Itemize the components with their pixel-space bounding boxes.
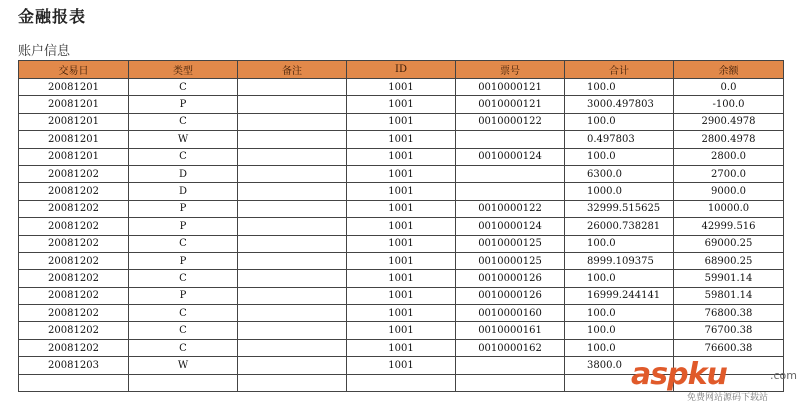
cell-id: 1001 xyxy=(347,165,456,182)
cell-id: 1001 xyxy=(347,252,456,269)
watermark-domain: .com xyxy=(770,369,797,382)
cell-note xyxy=(238,305,347,322)
cell-type: W xyxy=(129,131,238,148)
cell-note xyxy=(238,374,347,391)
col-header-type: 类型 xyxy=(129,61,238,79)
cell-date: 20081202 xyxy=(19,339,129,356)
cell-balance: 42999.516 xyxy=(674,218,784,235)
col-header-id: ID xyxy=(347,61,456,79)
site-watermark xyxy=(631,357,801,403)
cell-note xyxy=(238,339,347,356)
cell-note xyxy=(238,357,347,374)
table-row xyxy=(19,165,784,182)
cell-id: 1001 xyxy=(347,113,456,130)
col-header-ticket: 票号 xyxy=(456,61,565,79)
cell-id: 1001 xyxy=(347,322,456,339)
table-row xyxy=(19,305,784,322)
cell-type: C xyxy=(129,270,238,287)
cell-ticket xyxy=(456,357,565,374)
cell-id: 1001 xyxy=(347,131,456,148)
cell-id: 1001 xyxy=(347,148,456,165)
cell-note xyxy=(238,287,347,304)
cell-ticket: 0010000162 xyxy=(456,339,565,356)
cell-date: 20081201 xyxy=(19,79,129,96)
cell-ticket: 0010000125 xyxy=(456,235,565,252)
cell-note xyxy=(238,200,347,217)
cell-note xyxy=(238,183,347,200)
cell-date: 20081202 xyxy=(19,218,129,235)
col-header-total: 合计 xyxy=(565,61,674,79)
col-header-balance: 余额 xyxy=(674,61,784,79)
cell-type: D xyxy=(129,183,238,200)
cell-total: 16999.244141 xyxy=(565,287,674,304)
cell-balance: 2900.4978 xyxy=(674,113,784,130)
cell-date: 20081202 xyxy=(19,305,129,322)
cell-total: 3000.497803 xyxy=(565,96,674,113)
cell-id: 1001 xyxy=(347,270,456,287)
cell-id: 1001 xyxy=(347,183,456,200)
cell-ticket xyxy=(456,374,565,391)
table-row xyxy=(19,200,784,217)
cell-type: D xyxy=(129,165,238,182)
cell-type: P xyxy=(129,218,238,235)
cell-type: P xyxy=(129,252,238,269)
cell-total: 100.0 xyxy=(565,270,674,287)
cell-ticket: 0010000126 xyxy=(456,270,565,287)
cell-date: 20081201 xyxy=(19,96,129,113)
cell-date: 20081201 xyxy=(19,148,129,165)
cell-date: 20081202 xyxy=(19,287,129,304)
table-row xyxy=(19,339,784,356)
cell-date xyxy=(19,374,129,391)
cell-balance: 2700.0 xyxy=(674,165,784,182)
table-row xyxy=(19,79,784,96)
cell-type: P xyxy=(129,287,238,304)
ledger-body xyxy=(19,79,784,392)
cell-total: 100.0 xyxy=(565,339,674,356)
cell-type: C xyxy=(129,339,238,356)
col-header-note: 备注 xyxy=(238,61,347,79)
cell-date: 20081202 xyxy=(19,165,129,182)
cell-id: 1001 xyxy=(347,287,456,304)
cell-date: 20081202 xyxy=(19,183,129,200)
cell-type: C xyxy=(129,235,238,252)
cell-ticket: 0010000122 xyxy=(456,113,565,130)
cell-total: 26000.738281 xyxy=(565,218,674,235)
col-header-date: 交易日 xyxy=(19,61,129,79)
cell-note xyxy=(238,131,347,148)
cell-note xyxy=(238,113,347,130)
cell-ticket: 0010000160 xyxy=(456,305,565,322)
cell-ticket xyxy=(456,165,565,182)
table-row xyxy=(19,252,784,269)
cell-balance: 76700.38 xyxy=(674,322,784,339)
cell-date: 20081201 xyxy=(19,131,129,148)
cell-note xyxy=(238,322,347,339)
cell-balance: 69000.25 xyxy=(674,235,784,252)
cell-total: 100.0 xyxy=(565,148,674,165)
cell-balance: 2800.0 xyxy=(674,148,784,165)
table-row xyxy=(19,148,784,165)
cell-date: 20081202 xyxy=(19,270,129,287)
cell-ticket: 0010000121 xyxy=(456,96,565,113)
cell-balance: 76600.38 xyxy=(674,339,784,356)
cell-note xyxy=(238,96,347,113)
cell-total: 100.0 xyxy=(565,79,674,96)
cell-id: 1001 xyxy=(347,305,456,322)
table-row xyxy=(19,183,784,200)
cell-id: 1001 xyxy=(347,339,456,356)
header-row xyxy=(19,61,784,79)
cell-type: C xyxy=(129,113,238,130)
cell-date: 20081203 xyxy=(19,357,129,374)
cell-type: W xyxy=(129,357,238,374)
cell-type: C xyxy=(129,305,238,322)
cell-ticket: 0010000124 xyxy=(456,218,565,235)
cell-total: 6300.0 xyxy=(565,165,674,182)
table-row xyxy=(19,235,784,252)
cell-type xyxy=(129,374,238,391)
cell-balance: -100.0 xyxy=(674,96,784,113)
report-title: 金融报表 xyxy=(18,7,87,26)
watermark-tagline: 免费网站源码下载站 xyxy=(687,393,769,403)
cell-type: C xyxy=(129,79,238,96)
cell-total: 100.0 xyxy=(565,305,674,322)
table-row xyxy=(19,270,784,287)
cell-date: 20081202 xyxy=(19,252,129,269)
table-row xyxy=(19,287,784,304)
cell-ticket xyxy=(456,183,565,200)
cell-note xyxy=(238,235,347,252)
cell-note xyxy=(238,165,347,182)
table-row xyxy=(19,96,784,113)
cell-total: 8999.109375 xyxy=(565,252,674,269)
cell-ticket: 0010000126 xyxy=(456,287,565,304)
cell-date: 20081202 xyxy=(19,235,129,252)
cell-id: 1001 xyxy=(347,235,456,252)
cell-id: 1001 xyxy=(347,96,456,113)
cell-balance: 68900.25 xyxy=(674,252,784,269)
cell-id: 1001 xyxy=(347,200,456,217)
cell-total: 100.0 xyxy=(565,322,674,339)
cell-id: 1001 xyxy=(347,357,456,374)
cell-total: 3800.0 xyxy=(565,357,674,374)
cell-id: 1001 xyxy=(347,79,456,96)
cell-balance: 2800.4978 xyxy=(674,131,784,148)
cell-balance: 76800.38 xyxy=(674,305,784,322)
ledger-table xyxy=(18,60,784,392)
cell-note xyxy=(238,148,347,165)
section-subtitle: 账户信息 xyxy=(18,44,71,59)
cell-ticket: 0010000125 xyxy=(456,252,565,269)
table-row xyxy=(19,113,784,130)
cell-note xyxy=(238,79,347,96)
cell-note xyxy=(238,270,347,287)
cell-balance: 0.0 xyxy=(674,79,784,96)
cell-date: 20081202 xyxy=(19,322,129,339)
cell-note xyxy=(238,252,347,269)
watermark-brand: aspku xyxy=(631,357,727,392)
cell-balance: 59801.14 xyxy=(674,287,784,304)
table-row xyxy=(19,131,784,148)
cell-total: 100.0 xyxy=(565,113,674,130)
cell-ticket: 0010000122 xyxy=(456,200,565,217)
table-row xyxy=(19,218,784,235)
cell-total: 100.0 xyxy=(565,235,674,252)
cell-type: P xyxy=(129,200,238,217)
cell-total: 32999.515625 xyxy=(565,200,674,217)
cell-total: 1000.0 xyxy=(565,183,674,200)
cell-type: P xyxy=(129,96,238,113)
cell-balance: 59901.14 xyxy=(674,270,784,287)
cell-ticket: 0010000124 xyxy=(456,148,565,165)
cell-type: C xyxy=(129,322,238,339)
table-row xyxy=(19,322,784,339)
cell-ticket: 0010000161 xyxy=(456,322,565,339)
cell-ticket: 0010000121 xyxy=(456,79,565,96)
cell-total: 0.497803 xyxy=(565,131,674,148)
cell-type: C xyxy=(129,148,238,165)
cell-id xyxy=(347,374,456,391)
cell-date: 20081202 xyxy=(19,200,129,217)
cell-id: 1001 xyxy=(347,218,456,235)
cell-ticket xyxy=(456,131,565,148)
cell-date: 20081201 xyxy=(19,113,129,130)
cell-note xyxy=(238,218,347,235)
cell-balance: 10000.0 xyxy=(674,200,784,217)
cell-balance: 9000.0 xyxy=(674,183,784,200)
